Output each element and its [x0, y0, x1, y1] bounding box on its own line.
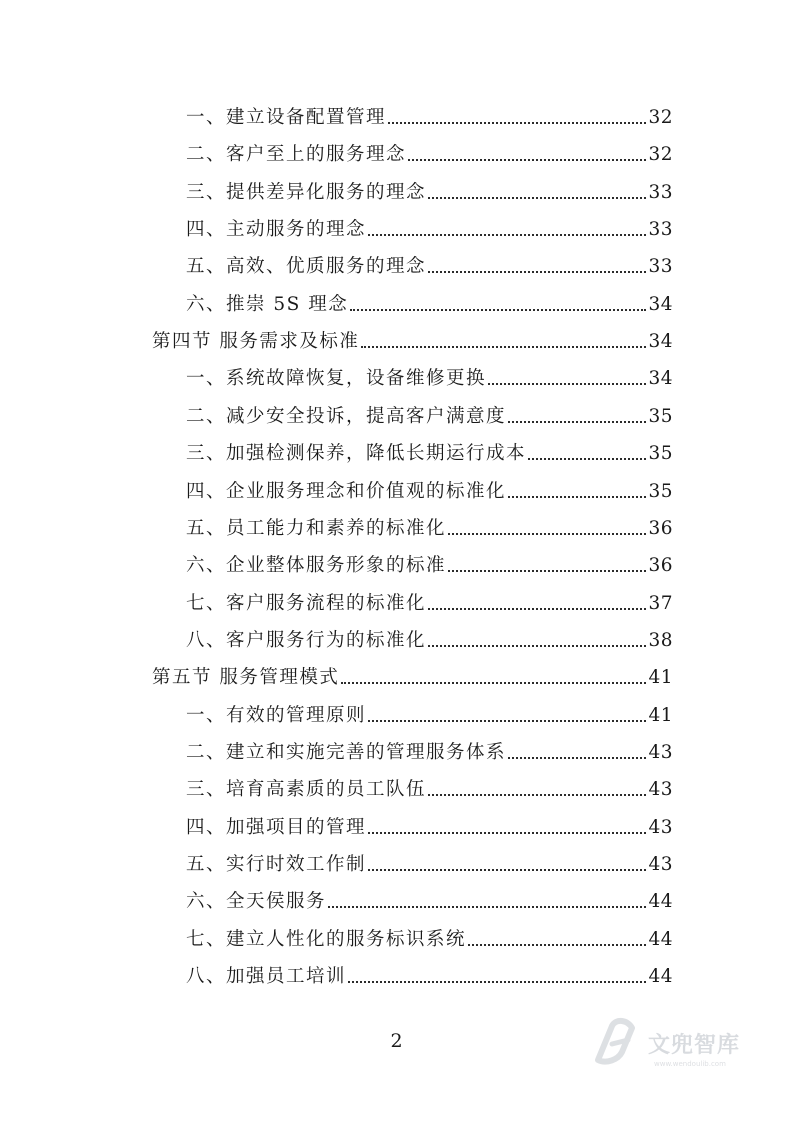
- toc-section-entry[interactable]: [152, 329, 673, 355]
- toc-entry-page: 36: [648, 555, 673, 577]
- toc-entry-page: 34: [648, 331, 673, 353]
- toc-entry-page: 34: [648, 368, 673, 390]
- toc-entry[interactable]: [186, 628, 673, 654]
- toc-entry[interactable]: [186, 292, 673, 318]
- toc-entry-page: 33: [648, 219, 673, 241]
- toc-entry-title: 二、客户至上的服务理念: [186, 144, 407, 166]
- toc-entry-page: 43: [648, 816, 673, 838]
- toc-dot-leader: [388, 122, 646, 124]
- toc-entry-title: 五、实行时效工作制: [186, 854, 367, 875]
- wendou-logo-icon: [588, 1014, 646, 1072]
- toc-entry-page: 43: [648, 854, 673, 875]
- toc-dot-leader: [348, 981, 646, 983]
- toc-dot-leader: [528, 458, 646, 460]
- toc-entry-title: 第五节 服务管理模式: [152, 667, 340, 689]
- page-number: 2: [390, 1030, 403, 1052]
- toc-entry[interactable]: [186, 516, 673, 542]
- toc-entry[interactable]: [186, 740, 673, 766]
- toc-entry[interactable]: [186, 254, 673, 280]
- toc-dot-leader: [368, 720, 646, 722]
- watermark-url: www.wendoulib.com: [654, 1060, 726, 1068]
- toc-entry[interactable]: [186, 852, 673, 878]
- toc-entry[interactable]: [186, 591, 673, 617]
- toc-entry-page: 41: [648, 667, 673, 689]
- toc-entry-title: 四、主动服务的理念: [186, 219, 367, 241]
- toc-dot-leader: [428, 608, 646, 610]
- toc-dot-leader: [328, 906, 646, 908]
- toc-entry-page: 33: [648, 181, 673, 203]
- toc-entry[interactable]: [186, 889, 673, 915]
- toc-dot-leader: [488, 383, 646, 385]
- toc-entry[interactable]: [186, 142, 673, 168]
- toc-dot-leader: [428, 271, 646, 273]
- toc-dot-leader: [508, 757, 646, 759]
- toc-entry[interactable]: [186, 703, 673, 729]
- toc-entry-title: 五、员工能力和素养的标准化: [186, 517, 447, 539]
- toc-entry-title: 六、推崇 5S 理念: [186, 293, 349, 315]
- toc-entry-title: 一、有效的管理原则: [186, 704, 367, 726]
- toc-entry-title: 第四节 服务需求及标准: [152, 331, 360, 353]
- toc-entry-page: 35: [648, 443, 673, 465]
- toc-entry-page: 44: [648, 966, 673, 988]
- watermark-brand: 文兜智库: [648, 1033, 741, 1058]
- toc-entry-title: 三、提供差异化服务的理念: [186, 181, 427, 203]
- toc-dot-leader: [448, 570, 646, 572]
- toc-entry[interactable]: [186, 964, 673, 990]
- toc-dot-leader: [508, 421, 646, 423]
- toc-section-entry[interactable]: [152, 665, 673, 691]
- toc-entry[interactable]: [186, 815, 673, 841]
- toc-entry-title: 四、加强项目的管理: [186, 816, 367, 838]
- toc-dot-leader: [350, 309, 646, 311]
- toc-entry[interactable]: [186, 105, 673, 131]
- toc-entry-title: 四、企业服务理念和价值观的标准化: [186, 480, 507, 502]
- toc-entry[interactable]: [186, 366, 673, 392]
- toc-entry-title: 八、加强员工培训: [186, 966, 347, 988]
- toc-entry-title: 一、建立设备配置管理: [186, 107, 387, 128]
- toc-entry-title: 八、客户服务行为的标准化: [186, 629, 427, 651]
- toc-dot-leader: [368, 832, 646, 834]
- toc-entry-page: 32: [648, 144, 673, 166]
- toc-dot-leader: [408, 159, 646, 161]
- toc-entry-title: 七、客户服务流程的标准化: [186, 592, 427, 614]
- toc-entry-page: 44: [648, 928, 673, 950]
- toc-entry-page: 38: [648, 629, 673, 651]
- toc-entry[interactable]: [186, 404, 673, 430]
- toc-entry[interactable]: [186, 553, 673, 579]
- toc-entry-page: 34: [648, 293, 673, 315]
- toc-entry-title: 二、建立和实施完善的管理服务体系: [186, 741, 507, 763]
- toc-dot-leader: [468, 944, 646, 946]
- toc-entry-page: 44: [648, 891, 673, 913]
- toc-entry[interactable]: [186, 479, 673, 505]
- toc-entry[interactable]: [186, 777, 673, 803]
- toc-entry-page: 36: [648, 517, 673, 539]
- toc-dot-leader: [428, 645, 646, 647]
- toc-entry-page: 32: [648, 107, 673, 128]
- toc-entry-title: 七、建立人性化的服务标识系统: [186, 928, 467, 950]
- toc-dot-leader: [448, 533, 646, 535]
- toc-entry-page: 35: [648, 480, 673, 502]
- toc-dot-leader: [508, 496, 646, 498]
- toc-entry-title: 五、高效、优质服务的理念: [186, 256, 427, 278]
- toc-dot-leader: [428, 794, 646, 796]
- toc-entry-page: 37: [648, 592, 673, 614]
- toc-entry-title: 一、系统故障恢复，设备维修更换: [186, 368, 487, 390]
- toc-entry-page: 41: [648, 704, 673, 726]
- toc-entry-title: 六、企业整体服务形象的标准: [186, 555, 447, 577]
- toc-entry-title: 六、全天侯服务: [186, 891, 327, 913]
- toc-entry[interactable]: [186, 217, 673, 243]
- toc-entry-page: 43: [648, 741, 673, 763]
- toc-entry-title: 三、加强检测保养，降低长期运行成本: [186, 443, 527, 465]
- toc-entry-page: 35: [648, 405, 673, 427]
- toc-entry[interactable]: [186, 927, 673, 953]
- toc-entry-title: 二、减少安全投诉，提高客户满意度: [186, 405, 507, 427]
- toc-dot-leader: [428, 197, 646, 199]
- toc-dot-leader: [361, 346, 646, 348]
- toc-entry[interactable]: [186, 441, 673, 467]
- toc-entry-page: 43: [648, 779, 673, 801]
- toc-entry-page: 33: [648, 256, 673, 278]
- toc-entry-title: 三、培育高素质的员工队伍: [186, 779, 427, 801]
- toc-dot-leader: [341, 682, 646, 684]
- toc-dot-leader: [368, 869, 646, 871]
- toc-dot-leader: [368, 234, 646, 236]
- watermark: [588, 1010, 788, 1090]
- toc-entry[interactable]: [186, 180, 673, 206]
